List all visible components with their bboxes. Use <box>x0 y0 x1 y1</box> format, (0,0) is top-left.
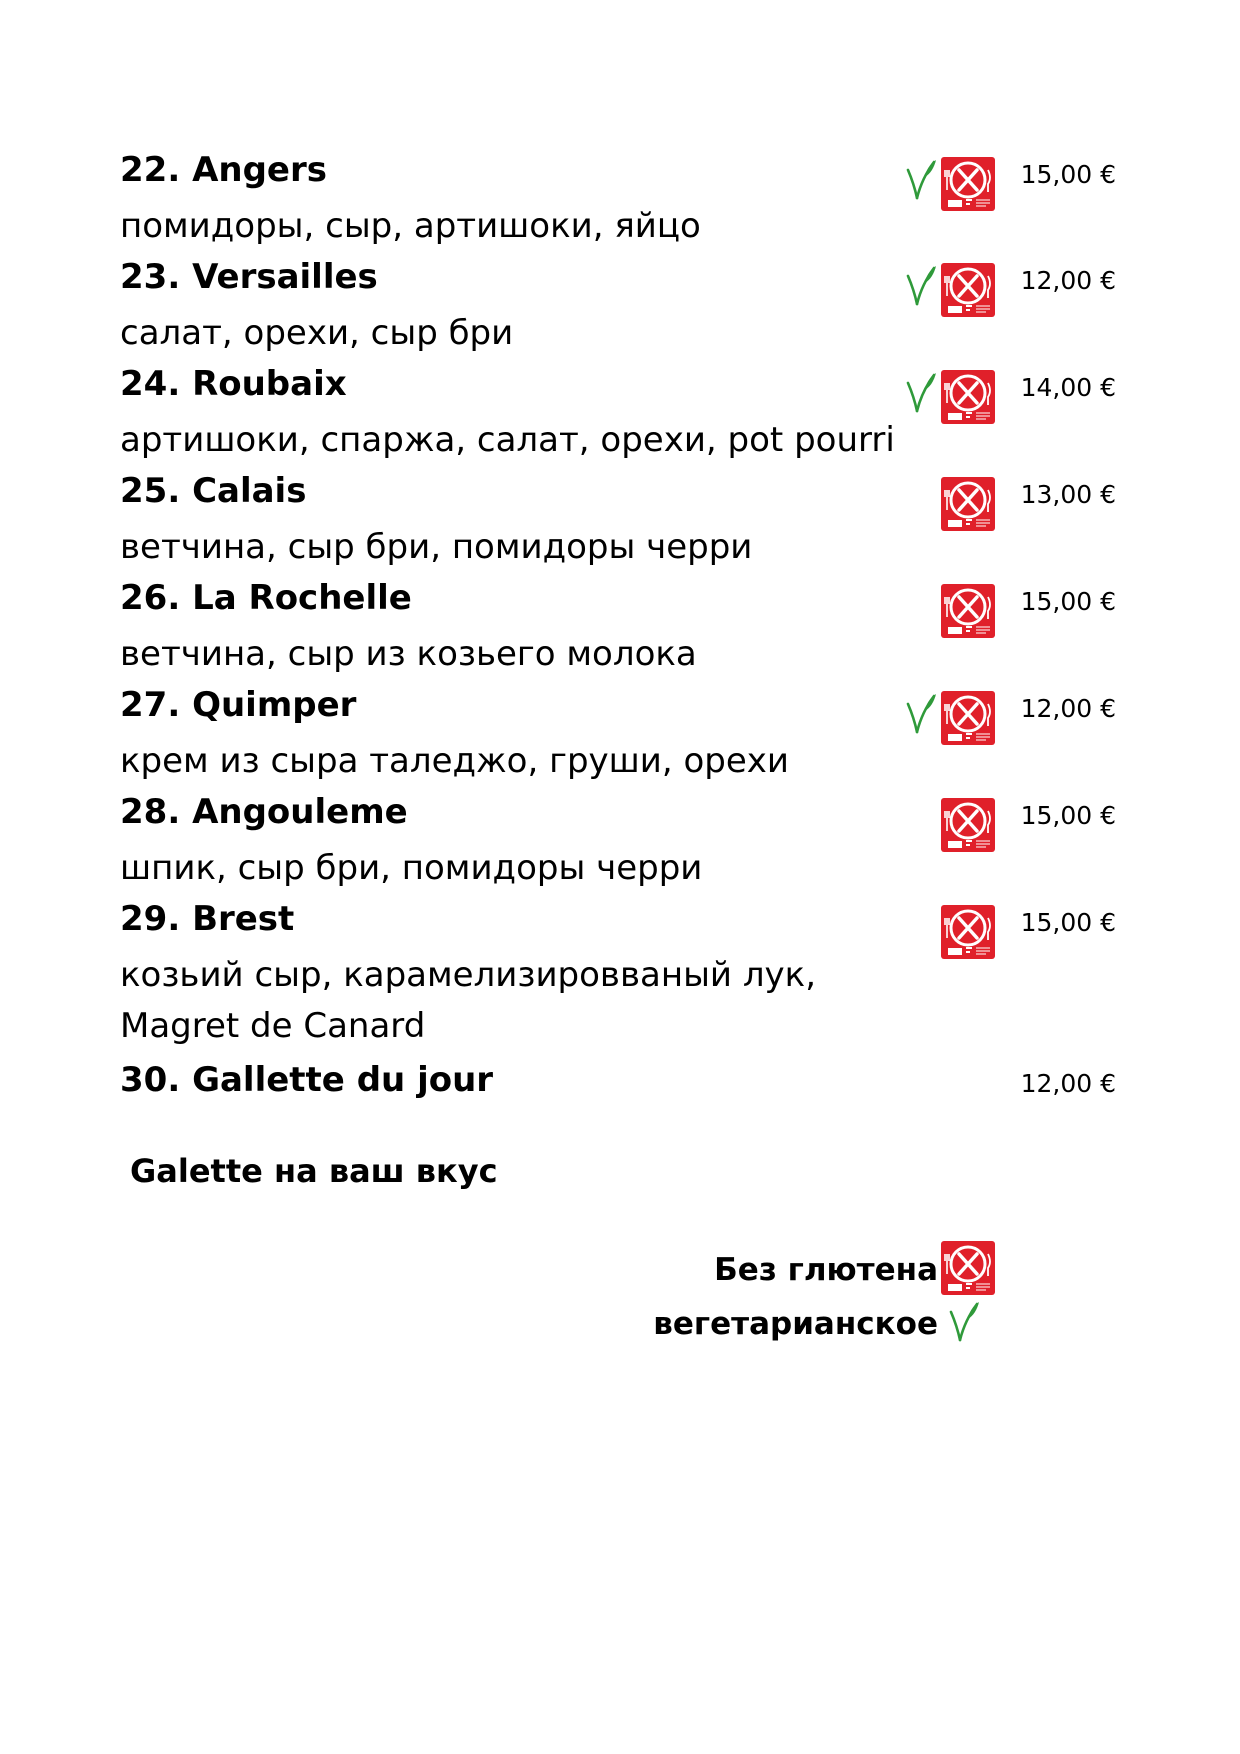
item-title: 22. Angers <box>120 150 327 190</box>
item-description: козьий сыр, карамелизировваный лук, <box>120 955 817 995</box>
vegetarian-leaf-icon <box>948 1298 980 1344</box>
legend-gluten-free-label: Без глютена <box>714 1252 938 1288</box>
item-title: 27. Quimper <box>120 685 357 725</box>
vegetarian-leaf-icon <box>905 690 937 736</box>
footer-note: Galette на ваш вкус <box>130 1152 498 1190</box>
legend-vegetarian-label: вегетарианское <box>653 1306 938 1342</box>
gluten-free-aic-icon <box>940 262 996 318</box>
gluten-free-aic-icon <box>940 476 996 532</box>
item-description: ветчина, сыр бри, помидоры черри <box>120 527 753 567</box>
item-title: 28. Angouleme <box>120 792 408 832</box>
item-description: помидоры, сыр, артишоки, яйцо <box>120 206 701 246</box>
item-title: 26. La Rochelle <box>120 578 412 618</box>
item-title: 23. Versailles <box>120 257 378 297</box>
item-description: артишоки, спаржа, салат, орехи, pot pourri <box>120 420 895 460</box>
item-title: 24. Roubaix <box>120 364 347 404</box>
item-price: 12,00 € <box>1020 694 1116 723</box>
item-price: 15,00 € <box>1020 801 1116 830</box>
item-price: 12,00 € <box>1020 266 1116 295</box>
item-price: 13,00 € <box>1020 480 1116 509</box>
gluten-free-aic-icon <box>940 690 996 746</box>
item-description: шпик, сыр бри, помидоры черри <box>120 848 703 888</box>
item-title: 30. Gallette du jour <box>120 1060 494 1100</box>
item-title: 29. Brest <box>120 899 295 939</box>
item-price: 15,00 € <box>1020 587 1116 616</box>
gluten-free-aic-icon <box>940 1240 996 1296</box>
item-description: крем из сыра таледжо, груши, орехи <box>120 741 789 781</box>
vegetarian-leaf-icon <box>905 156 937 202</box>
item-price: 15,00 € <box>1020 908 1116 937</box>
item-price: 14,00 € <box>1020 373 1116 402</box>
gluten-free-aic-icon <box>940 369 996 425</box>
vegetarian-leaf-icon <box>905 262 937 308</box>
item-description-line2: Magret de Canard <box>120 1006 426 1046</box>
item-title: 25. Calais <box>120 471 307 511</box>
vegetarian-leaf-icon <box>905 369 937 415</box>
item-description: салат, орехи, сыр бри <box>120 313 514 353</box>
item-price: 12,00 € <box>1020 1069 1116 1098</box>
item-description: ветчина, сыр из козьего молока <box>120 634 697 674</box>
item-price: 15,00 € <box>1020 160 1116 189</box>
gluten-free-aic-icon <box>940 583 996 639</box>
gluten-free-aic-icon <box>940 797 996 853</box>
gluten-free-aic-icon <box>940 904 996 960</box>
gluten-free-aic-icon <box>940 156 996 212</box>
